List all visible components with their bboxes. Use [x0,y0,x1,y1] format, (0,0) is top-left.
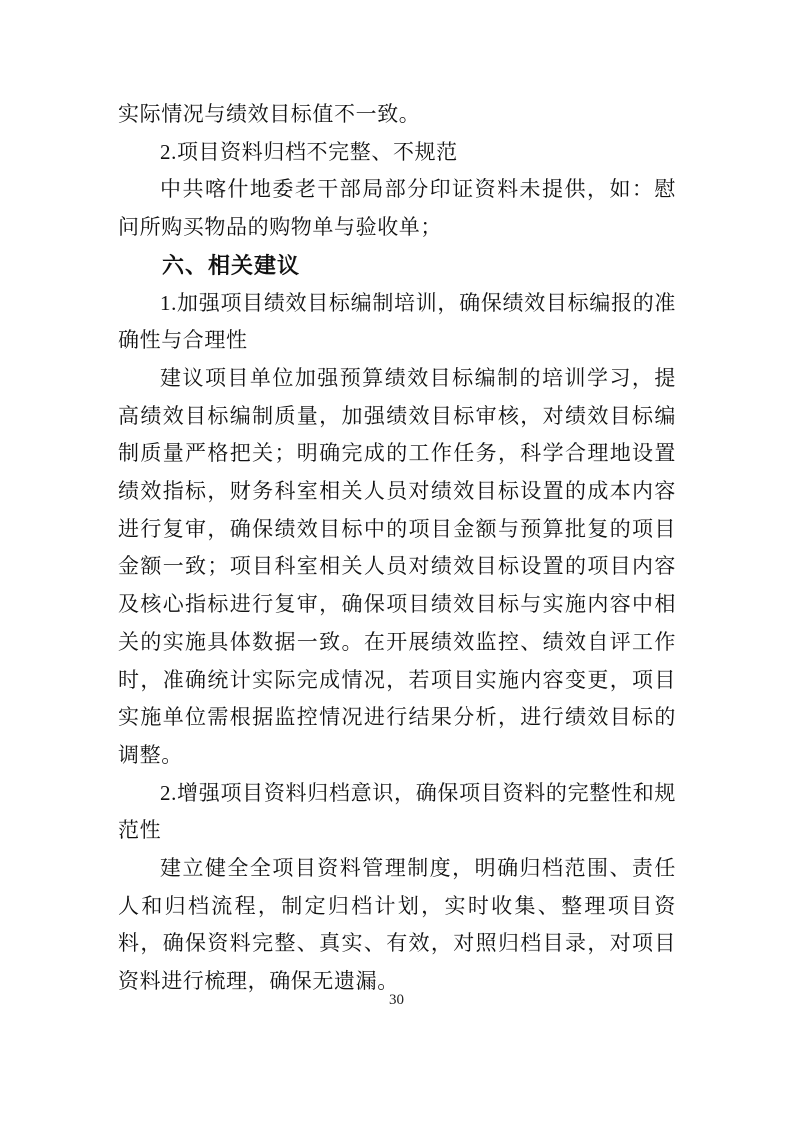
paragraph: 建议项目单位加强预算绩效目标编制的培训学习，提高绩效目标编制质量，加强绩效目标审核，对绩效目标编制质量严格把关；明确完成的工作任务，科学合理地设置绩效指标，财务科室相关人员对绩效目标设置的成本内容进行复审，确保绩效目标中的项目金额与预算批复的项目金额一致；项目科室相关人员对绩效目标设置的项目内容及核心指标进行复审，确保项目绩效目标与实施内容中相关的实施具体数据一致。在开展绩效监控、绩效自评工作时，准确统计实际完成情况，若项目实施内容变更，项目实施单位需根据监控情况进行结果分析，进行绩效目标的调整。 [118,365,676,767]
section-heading: 六、相关建议 [162,252,301,278]
paragraph: 建立健全全项目资料管理制度，明确归档范围、责任人和归档流程，制定归档计划，实时收集、整理项目资料，确保资料完整、真实、有效，对照归档目录，对项目资料进行梳理，确保无遗漏。 [118,856,676,994]
paragraph: 1.加强项目绩效目标编制培训，确保绩效目标编报的准确性与合理性 [118,290,676,353]
document-body [118,96,676,1001]
paragraph: 实际情况与绩效目标值不一致。 [118,102,421,126]
page-number: 30 [389,992,404,1008]
paragraph: 2.增强项目资料归档意识，确保项目资料的完整性和规范性 [118,780,676,843]
paragraph: 2.项目资料归档不完整、不规范 [160,139,458,164]
paragraph: 中共喀什地委老干部局部分印证资料未提供，如：慰问所购买物品的购物单与验收单； [118,177,676,240]
